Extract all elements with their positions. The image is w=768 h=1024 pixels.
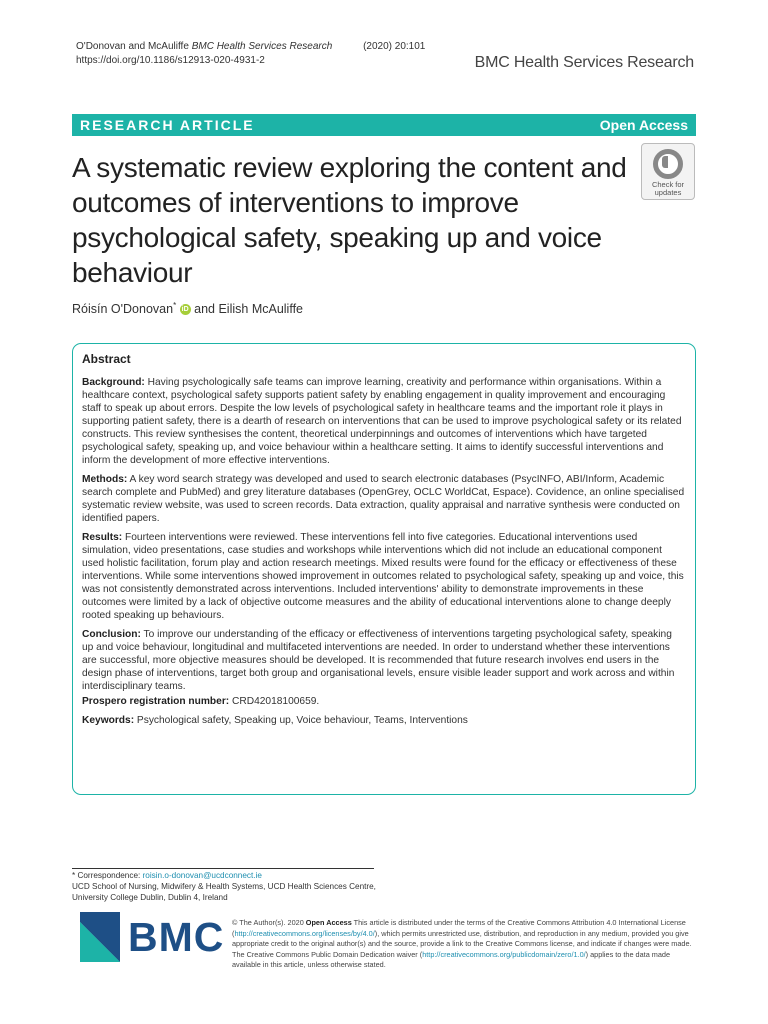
check-line1: Check for — [651, 180, 685, 189]
correspondence-email[interactable]: roisin.o-donovan@ucdconnect.ie — [142, 871, 262, 880]
article-type: RESEARCH ARTICLE — [80, 117, 255, 133]
license-url-by[interactable]: http://creativecommons.org/licenses/by/4.0/ — [234, 928, 375, 938]
license-url-zero[interactable]: http://creativecommons.org/publicdomain/zero/1.0/ — [422, 949, 586, 959]
background-label: Background: — [82, 377, 145, 388]
author-rest[interactable]: and Eilish McAuliffe — [190, 302, 303, 317]
bmc-logo-text: BMC — [128, 914, 225, 960]
abstract-results — [82, 531, 686, 622]
header-volume: (2020) 20:101 — [363, 41, 426, 52]
keywords-text: Psychological safety, Speaking up, Voice behaviour, Teams, Interventions — [134, 715, 468, 726]
journal-name: BMC Health Services Research — [474, 54, 694, 71]
abstract-background — [82, 376, 686, 467]
abstract-methods — [82, 473, 686, 525]
prospero-label: Prospero registration number: — [82, 696, 230, 707]
check-for-updates-button[interactable] — [641, 143, 695, 200]
conclusion-label: Conclusion: — [82, 629, 141, 640]
results-text: Fourteen interventions were reviewed. These interventions fell into five categories. Educational interventions used simulation, video presentations, case studies and workshops while interventions which did not include an educational component used holistic facilitation, forum play and action research meetings. Mixed results were found for the efficacy or effectiveness of these interventions. While some interventions showed improvement in outcomes related to psychological safety, speaking up and voice, this was not consistently demonstrated across interventions. Included interventions' ability to demonstrate improvements in these outcomes were limited by a lack of objective outcome measures and the ability of educational interventions alone to change deeply rooted speaking up behaviours. — [82, 532, 684, 621]
methods-label: Methods: — [82, 474, 128, 485]
license-prefix: © The Author(s). 2020 — [232, 918, 306, 927]
abstract-keywords — [82, 714, 686, 727]
abstract-prospero — [82, 695, 686, 708]
correspondence-label: * Correspondence: — [72, 871, 143, 880]
prospero-text: CRD42018100659. — [229, 696, 320, 707]
correspondence-footnote — [72, 870, 392, 903]
license-part3: ) applies to the data made available in this article, unless otherwise stated. — [232, 949, 671, 969]
background-text: Having psychologically safe teams can improve learning, creativity and performance within organisations. Within a healthcare context, psychological safety supports patient safety by enabling engagement in quality improvement and encouraging staff to speak up about errors. Despite the low levels of psychological safety in healthcare teams and the important role it plays in supporting patient safety, there is a dearth of research on interventions that can be used to improve psychological safety or its related constructs. This review synthesises the content, theoretical underpinnings and outcomes of interventions which have targeted psychological safety, speaking up, and voice behaviour within a healthcare setting. It aims to identify successful interventions and inform the development of more effective interventions. — [82, 377, 682, 466]
affiliation: UCD School of Nursing, Midwifery & Health Systems, UCD Health Sciences Centre, University College Dublin, Dublin 4, Ireland — [72, 882, 376, 902]
abstract-heading: Abstract — [82, 352, 131, 366]
results-label: Results: — [82, 532, 123, 543]
license-open-access: Open Access — [305, 918, 352, 927]
running-header — [76, 40, 425, 68]
article-title: A systematic review exploring the content and outcomes of interventions to improve psychological safety, speaking up and voice behaviour — [72, 152, 627, 288]
bmc-logo-icon — [80, 912, 120, 962]
abstract-box — [72, 343, 696, 795]
check-line2: updates — [654, 188, 682, 197]
doi-link[interactable]: https://doi.org/10.1186/s12913-020-4931-2 — [76, 55, 265, 66]
bmc-logo — [80, 912, 225, 962]
abstract-conclusion — [82, 628, 686, 693]
methods-text: A key word search strategy was developed and used to search electronic databases (PsycINFO, ABI/Inform, Academic search complete and PubMed) and grey literature databases (OpenGrey, OCLC WorldCat, Espace). Covidence, an online specialised systematic review website, was used to screen records. Data extraction, quality appraisal and narrative synthesis were conducted on identified papers. — [82, 474, 685, 524]
footnote-divider — [72, 868, 374, 869]
correspondence-line — [72, 870, 392, 881]
article-type-banner — [72, 114, 696, 136]
citation-line — [76, 40, 425, 54]
author-first[interactable]: Róisín O'Donovan — [72, 302, 174, 317]
header-journal: BMC Health Services Research — [191, 41, 333, 52]
open-access-label: Open Access — [599, 117, 688, 133]
corresponding-star: * — [173, 301, 177, 310]
license-part2: ), which permits unrestricted use, distribution, and reproduction in any medium, provided you give appropriate credit to the original author(s) and the source, provide a link to the Creative Commons license, and indicate if changes were made. The Creative Commons Public Domain Dedication waiver ( — [232, 928, 692, 959]
conclusion-text: To improve our understanding of the efficacy or effectiveness of interventions targeting psychological safety, speaking up and voice behaviour, longitudinal and multifaceted interventions are needed. In order to understand whether these interventions are successful, more objective measures should be developed. It is recommended that future research involves end users in the design phase of interventions, target both group and organisational levels, ensure visible leader support and work across and within interdisciplinary teams. — [82, 629, 675, 692]
license-statement — [232, 918, 692, 971]
keywords-label: Keywords: — [82, 715, 135, 726]
author-list — [72, 301, 303, 316]
crossmark-icon — [653, 149, 683, 179]
orcid-icon[interactable]: iD — [181, 306, 189, 314]
license-part1: This article is distributed under the terms of the Creative Commons Attribution 4.0 International License ( — [232, 918, 686, 938]
header-authors: O'Donovan and McAuliffe — [76, 41, 189, 52]
